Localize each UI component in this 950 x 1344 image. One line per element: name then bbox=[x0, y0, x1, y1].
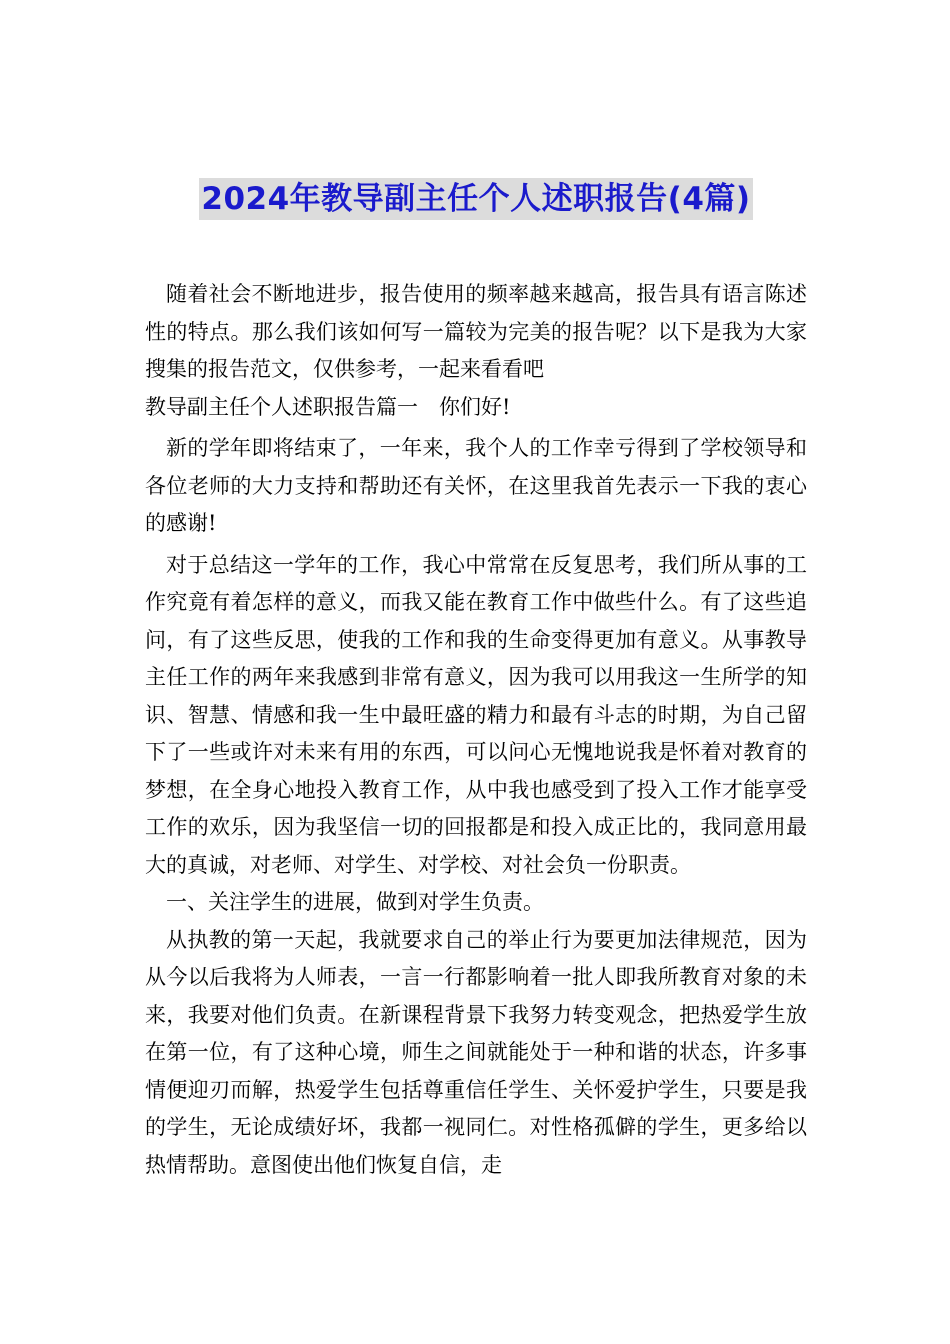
body-paragraph: 从执教的第一天起，我就要求自己的举止行为要更加法律规范，因为从今以后我将为人师表，一言一行都影响着一批人即我所教育对象的未来，我要对他们负责。在新课程背景下我努力转变观念，把热爱学生放在第一位，有了这种心境，师生之间就能处于一种和谐的状态，许多事情便迎刃而解，热爱学生包括尊重信任学生、关怀爱护学生，只要是我的学生，无论成绩好坏，我都一视同仁。对性格孤僻的学生，更多给以热情帮助。意图使出他们恢复自信，走 bbox=[145, 927, 807, 1177]
intro-paragraph: 随着社会不断地进步，报告使用的频率越来越高，报告具有语言陈述性的特点。那么我们该如何写一篇较为完美的报告呢？以下是我为大家搜集的报告范文，仅供参考，一起来看看吧 bbox=[145, 282, 807, 381]
title-container bbox=[145, 178, 807, 222]
body-paragraph: 新的学年即将结束了，一年来，我个人的工作幸亏得到了学校领导和各位老师的大力支持和帮助还有关怀，在这里我首先表示一下我的衷心的感谢! bbox=[145, 436, 807, 535]
document-title: 2024年教导副主任个人述职报告(4篇) bbox=[199, 178, 752, 220]
document-page bbox=[145, 178, 807, 1184]
subsection-heading: 一、关注学生的进展，做到对学生负责。 bbox=[166, 890, 544, 914]
section-heading-greeting: 教导副主任个人述职报告篇一 你们好! bbox=[145, 394, 511, 419]
body-paragraph: 对于总结这一学年的工作，我心中常常在反复思考，我们所从事的工作究竟有着怎样的意义，而我又能在教育工作中做些什么。有了这些追问，有了这些反思，使我的工作和我的生命变得更加有意义。从事教导主任工作的两年来我感到非常有意义，因为我可以用我这一生所学的知识、智慧、情感和我一生中最旺盛的精力和最有斗志的时期，为自己留下了一些或许对未来有用的东西，可以问心无愧地说我是怀着对教育的梦想，在全身心地投入教育工作，从中我也感受到了投入工作才能享受工作的欢乐，因为我坚信一切的回报都是和投入成正比的，我同意用最大的真诚，对老师、对学生、对学校、对社会负一份职责。 bbox=[145, 552, 807, 877]
